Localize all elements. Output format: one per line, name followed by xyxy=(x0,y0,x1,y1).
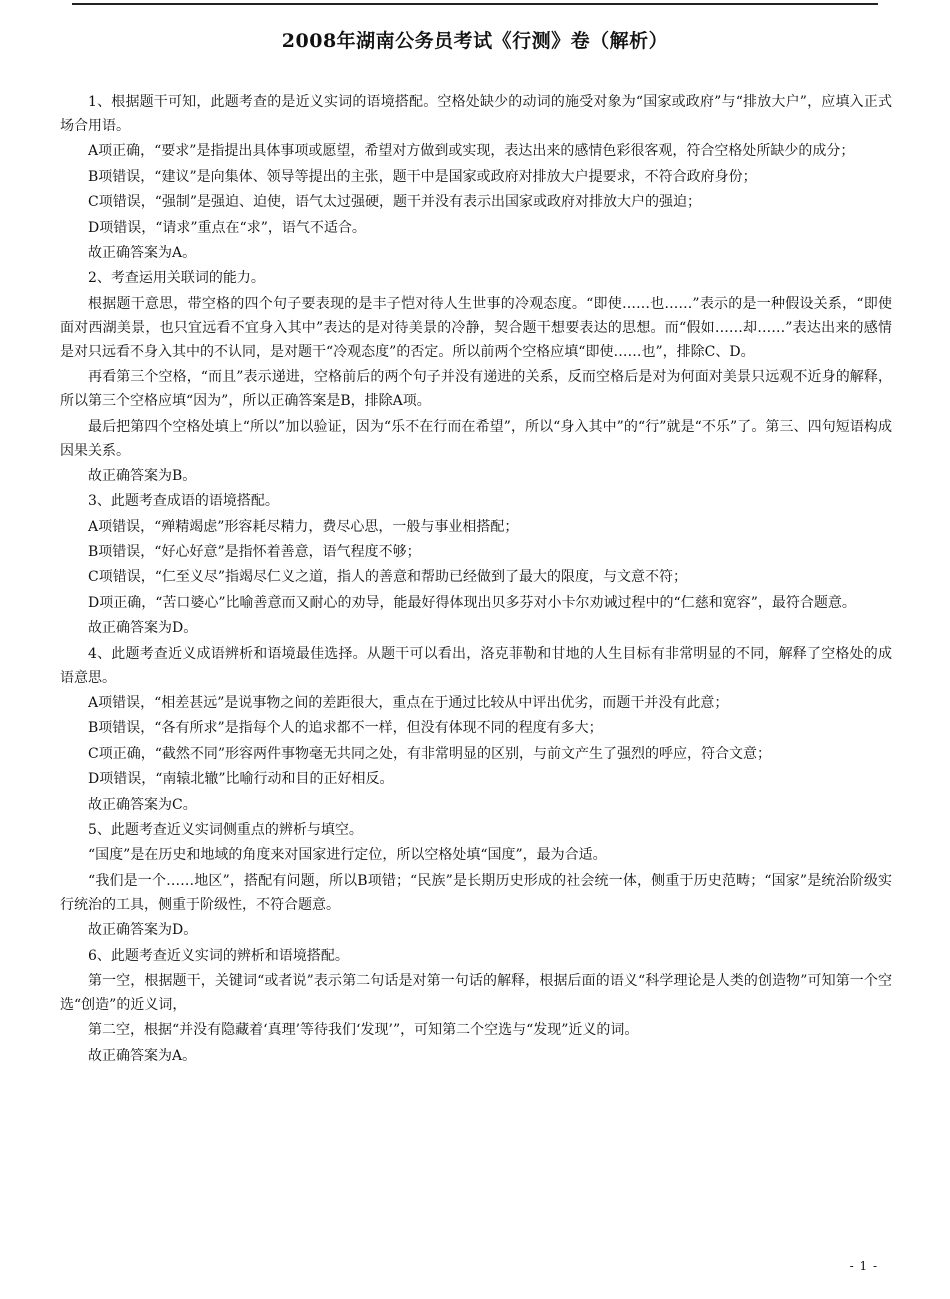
paragraph: C项错误，“仁至义尽”指竭尽仁义之道，指人的善意和帮助已经做到了最大的限度，与文意不符； xyxy=(88,569,688,586)
paragraph: B项错误，“各有所求”是指每个人的追求都不一样，但没有体现不同的程度有多大； xyxy=(88,720,603,737)
paragraph: 第二空，根据“并没有隐藏着‘真理’等待我们‘发现’”，可知第二个空选与“发现”近义的词。 xyxy=(88,1022,639,1039)
page-number: - 1 - xyxy=(849,1259,878,1273)
paragraph: C项错误，“强制”是强迫、迫使，语气太过强硬，题干并没有表示出国家或政府对排放大户的强迫； xyxy=(88,194,702,211)
paragraph: 故正确答案为B。 xyxy=(88,467,197,484)
paragraph: “我们是一个……地区”，搭配有问题，所以B项错；“民族”是长期历史形成的社会统一体，侧重于历史范畴；“国家”是统治阶级实行统治的工具，侧重于阶级性，不符合题意。 xyxy=(60,872,892,913)
paragraph: 6、此题考查近义实词的辨析和语境搭配。 xyxy=(88,947,349,964)
paragraph: D项正确，“苦口婆心”比喻善意而又耐心的劝导，能最好得体现出贝多芬对小卡尔劝诫过程中的“仁慈和宽容”，最符合题意。 xyxy=(88,594,856,611)
paragraph: B项错误，“建议”是向集体、领导等提出的主张，题干中是国家或政府对排放大户提要求，不符合政府身份； xyxy=(88,168,757,185)
paragraph: 第一空，根据题干，关键词“或者说”表示第二句话是对第一句话的解释，根据后面的语义“科学理论是人类的创造物”可知第一个空选“创造”的近义词， xyxy=(60,972,892,1013)
paragraph: A项错误，“殚精竭虑”形容耗尽精力，费尽心思，一般与事业相搭配； xyxy=(88,518,519,535)
paragraph: D项错误，“请求”重点在“求”，语气不适合。 xyxy=(88,219,366,236)
paragraph: B项错误，“好心好意”是指怀着善意，语气程度不够； xyxy=(88,544,421,561)
paragraph: 故正确答案为C。 xyxy=(88,796,197,813)
paragraph: D项错误，“南辕北辙”比喻行动和目的正好相反。 xyxy=(88,771,394,788)
document-body xyxy=(60,90,892,1069)
top-rule xyxy=(72,0,878,5)
paragraph: “国度”是在历史和地域的角度来对国家进行定位，所以空格处填“国度”，最为合适。 xyxy=(88,847,607,864)
paragraph: 4、此题考查近义成语辨析和语境最佳选择。从题干可以看出，洛克菲勒和甘地的人生目标有非常明显的不同，解释了空格处的成语意思。 xyxy=(60,645,892,686)
paragraph: 故正确答案为A。 xyxy=(88,244,197,261)
paragraph: A项正确，“要求”是指提出具体事项或愿望，希望对方做到或实现，表达出来的感情色彩很客观，符合空格处所缺少的成分； xyxy=(88,143,855,160)
paragraph: 5、此题考查近义实词侧重点的辨析与填空。 xyxy=(88,821,363,838)
paragraph: A项错误，“相差甚远”是说事物之间的差距很大，重点在于通过比较从中评出优劣，而题干并没有此意； xyxy=(88,695,729,712)
paragraph: 1、根据题干可知，此题考查的是近义实词的语境搭配。空格处缺少的动词的施受对象为“国家或政府”与“排放大户”，应填入正式场合用语。 xyxy=(60,94,892,134)
paragraph: 故正确答案为A。 xyxy=(88,1047,197,1064)
paragraph: 再看第三个空格，“而且”表示递进，空格前后的两个句子并没有递进的关系，反而空格后是对为何面对美景只远观不近身的解释，所以第三个空格应填“因为”，所以正确答案是B，排除A项。 xyxy=(60,369,892,410)
document-title: 2008年湖南公务员考试《行测》卷（解析） xyxy=(281,30,669,52)
paragraph: 故正确答案为D。 xyxy=(88,620,198,637)
paragraph: 根据题干意思，带空格的四个句子要表现的是丰子恺对待人生世事的冷观态度。“即使……也……”表示的是一种假设关系，“即使面对西湖美景，也只宜远看不宜身入其中”表达的是对待美景的冷静，契合题干想要表达的思想。而“假如……却……”表达出来的感情是对只远看不身入其中的不认同，是对题干“冷观态度”的否定。所以前两个空格应填“即使……也”，排除C、D。 xyxy=(60,295,892,360)
paragraph: 故正确答案为D。 xyxy=(88,922,198,939)
paragraph: 2、考查运用关联词的能力。 xyxy=(88,270,265,287)
paragraph: 3、此题考查成语的语境搭配。 xyxy=(88,493,279,510)
paragraph: 最后把第四个空格处填上“所以”加以验证，因为“乐不在行而在希望”，所以“身入其中”的“行”就是“不乐”了。第三、四句短语构成因果关系。 xyxy=(60,418,892,459)
paragraph: C项正确，“截然不同”形容两件事物毫无共同之处，有非常明显的区别，与前文产生了强烈的呼应，符合文意； xyxy=(88,745,772,762)
